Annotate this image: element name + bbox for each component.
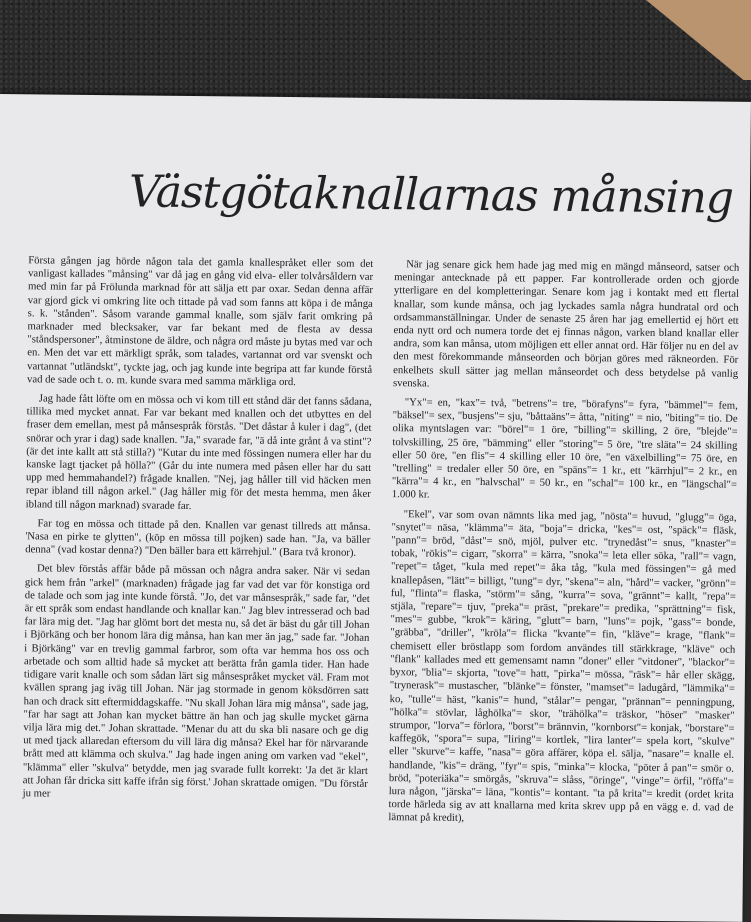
left-paragraph-1: Första gången jag hörde någon tala det gamla knallespråket eller som det vanligast kallades "månsing" var då jag en gång vid elva- eller tolvårsåldern var med min far på Frölunda marknad för att sälja ett par oxar. Sedan denna affär var gjord gick vi omkring lite och tittade på vad som fanns att köpa i de många s. k. "stånden". Såsom varande gammal knalle, som själv farit omkring på marknader med blecksaker, var far bekant med de flesta av dessa "ståndspersoner", åtminstone de äldre, och några ord måste ju bytas med var och en. Men det var ett märkligt språk, som talades, vartannat ord var svenskt och vartannat "utländskt", tyckte jag, och jag kunde inte begripa att far kunde förstå vad de sade och t. o. m. kunde svara med samma märkliga ord. <box>26 254 374 388</box>
right-paragraph-2: "Yx"= en, "kax"= två, "betrens"= tre, "börafyns"= fyra, "bämmel"= fem, "bäksel"= sex, "busjens"= sju, "båttaäns"= åtta, "niting" = nio, "biting"= tio. De olika myntslagen var: "börel"= 1 öre, "billing"= skilling, 2 öre, "blejde"= tolvskilling, 25 öre, "bämming" eller "storing"= 5 öre, "tre släta"= 24 skilling eller 50 öre, "en flis"= 4 skilling eller 10 öre, "en växelbilling"= 75 öre, en "trelling" = tredaler eller 50 öre, en "späns"= 1 kr., ett "kärrhjul"= 2 kr., en "kärra"= 4 kr., en "halvschal" = 50 kr., en "schal"= 100 kr., en "längschal"= 1.000 kr. <box>391 396 738 501</box>
left-paragraph-3: Far tog en mössa och tittade på den. Knallen var genast tillreds att månsa. 'Nasa en pirke te glytten", (köp en mössa till pojken) sade han. "Ja, va bäller denna" (vad kostar denna?) "Den bäller bara ett kärrehjul." (Bara två kronor). <box>25 517 371 560</box>
right-paragraph-1: När jag senare gick hem hade jag med mig en mängd månseord, satser och meningar antecknade på ett papper. Far kontrollerade orden och gjorde ytterligare en del kompletteringar. Senare kom jag i kontakt med ett flertal knallar, som kunde månsa, och jag lyckades samla några hundratal ord och ordsammanställningar. Under de senaste 25 åren har jag emellertid ej hört ett enda nytt ord och numera torde det ej finnas någon, varken bland knallar eller andra, som kan månsa, utom möjligen ett eller annat ord. Här följer nu en del av den mest förekommande månseorden och början göres med räkneorden. För enkelhets skull sätter jag mellan månseordet och dess betydelse på vanlig svenska. <box>392 258 740 390</box>
article-title: Västgötaknallarnas månsing <box>128 166 734 224</box>
right-column <box>388 258 739 834</box>
left-column <box>23 254 374 810</box>
background-fabric <box>0 0 751 100</box>
right-paragraph-3: "Ekel", var som ovan nämnts lika med jag, "nösta"= huvud, "glugg"= öga, "snytet"= näsa, "klämma"= äta, "boja"= dricka, "kes"= ost, "späck"= fläsk, "pann"= bröd, "dåst"= snö, mjöl, pulver etc. "trynedåst"= snus, "knaster"= tobak, "rökis"= cigarr, "skorra" = kärra, "snoka"= leta eller söka, "rall"= vagn, "repet"= tåget, "kula med repet"= åka tåg, "kula med fössingen"= gå med knallepåsen, "lätt"= billigt, "tung"= dyr, "skena"= aln, "hård"= vacker, "grönn"= ful, "flinta"= flaska, "störm"= sång, "kurra"= sova, "grännt"= kallt, "repa"= stjäla, "repare"= tjuv, "preka"= präst, "prekare"= predika, "sprättning"= fisk, "mes"= gubbe, "krok"= käring, "glutt"= barn, "luns"= pojk, "gass"= bonde, "gräbba", "driller", "kröla"= flicka "kvante"= fin, "kläve"= krage, "flank"= chemisett eller bröstlapp som fordom användes till stärkkrage, "kläve" och "flank" kallades med ett gemensamt namn "doner" eller "vitdoner", "blackor"= byxor, "blia"= skjorta, "tove"= hatt, "pirka"= mössa, "räsk"= hår eller skägg, "trynerask"= mustascher, "blänke"= fönster, "mamset"= ladugård, "lämmika"= ko, "tulle"= häst, "kanis"= hund, "stålar"= pengar, "prännan"= penningpung, "hölka"= stövlar, låghölka"= skor, "trähölka"= träskor, "höser" "masker" strumpor, "lorva"= förlora, "borst"= brännvin, "kornborst"= konjak, "borstare"= kaffegök, "spora"= supa, "liring"= kortlek, "lira lanter"= spela kort, "skulve" eller "skurve"= kaffe, "nasa"= göra affärer, köpa el. sälja, "nasare"= knalle el. handlande, "kis"= dräng, "fyr"= spis, "minka"= klocka, "pöter å pan"= smör o. bröd, "poteriäka"= smörgås, "skruva"= slåss, "öringe", "vinge"= örfil, "röffa"= lura någon, "järska"= läna, "kontis"= kontant. "ta på krita"= kredit (ordet krita torde härleda sig av att knallarna med krita skrev upp på en vägg e. d. vad de lämnat på kredit), <box>388 507 737 825</box>
left-paragraph-2: Jag hade fått löfte om en mössa och vi kom till ett stånd där det fanns sådana, tillika med mycket annat. Far var bekant med knallen och det utbyttes en del fraser dem emellan, mest på månsespråk förstås. "Det dåstar å kuler i dag", (det snörar och yrar i dag) sade knallen. "Ja," svarade far, "ä då inte grånt å va stint"? (är det inte kallt att stå stilla?) "Kutar du inte med fössingen numera eller har du kanske lagt tjacket på hölla?" (Går du inte numera med påsen eller har du satt upp med hemmahandel?) frågade knallen. "Nej, jag håller till vid häcken men repar ibland till någon arkel." (Jag håller mig för det mesta hemma, men åker ibland till någon marknad) svarade far. <box>25 392 372 512</box>
document-page <box>0 94 751 922</box>
left-paragraph-4: Det blev förstås affär både på mössan och några andra saker. När vi sedan gick hem från "arkel" (marknaden) frågade jag far vad det var för konstiga ord de talade och som jag inte kunde förstå. "Jo, det var månsespråk," sade far, "det är ett språk som endast handlande och knallar kan." Jag blev intresserad och bad far lära mig det. "Jag har glömt bort det mesta nu, så det är bäst du går till Johan i Björkäng och ber honom lära dig månsa, han kan mer än jag," sade far. "Johan i Björkäng" var en trevlig gammal farbror, som ofta var hemma hos oss och arbetade och som alltid hade så mycket att berätta från gamla tider. Han hade tidigare varit knalle och som sådan lärt sig månsespråket mycket väl. Fram mot kvällen sprang jag iväg till Johan. När jag stormade in genom köksdörren satt han och drack sitt eftermiddagskaffe. "Nu skall Johan lära mig månsa", sade jag, "far har sagt att Johan kan mycket bättre än han och jag skulle mycket gärna vilja lära mig det." Johan skrattade. "Menar du att du ska bli nasare och ge dig ut med tjack allaredan eftersom du vill lära dig månsa? Ekel har för närvarande brått med att klämma och skulva." Jag hade ingen aning om varken vad "ekel", "klämma" eller "skulva" betydde, men jag svarade fullt korrekt: 'Ja det är klart att Johan får dricka sitt kaffe ifrån sig först.' Johan skrattade omigen. "Du förstår ju mer <box>22 562 371 800</box>
